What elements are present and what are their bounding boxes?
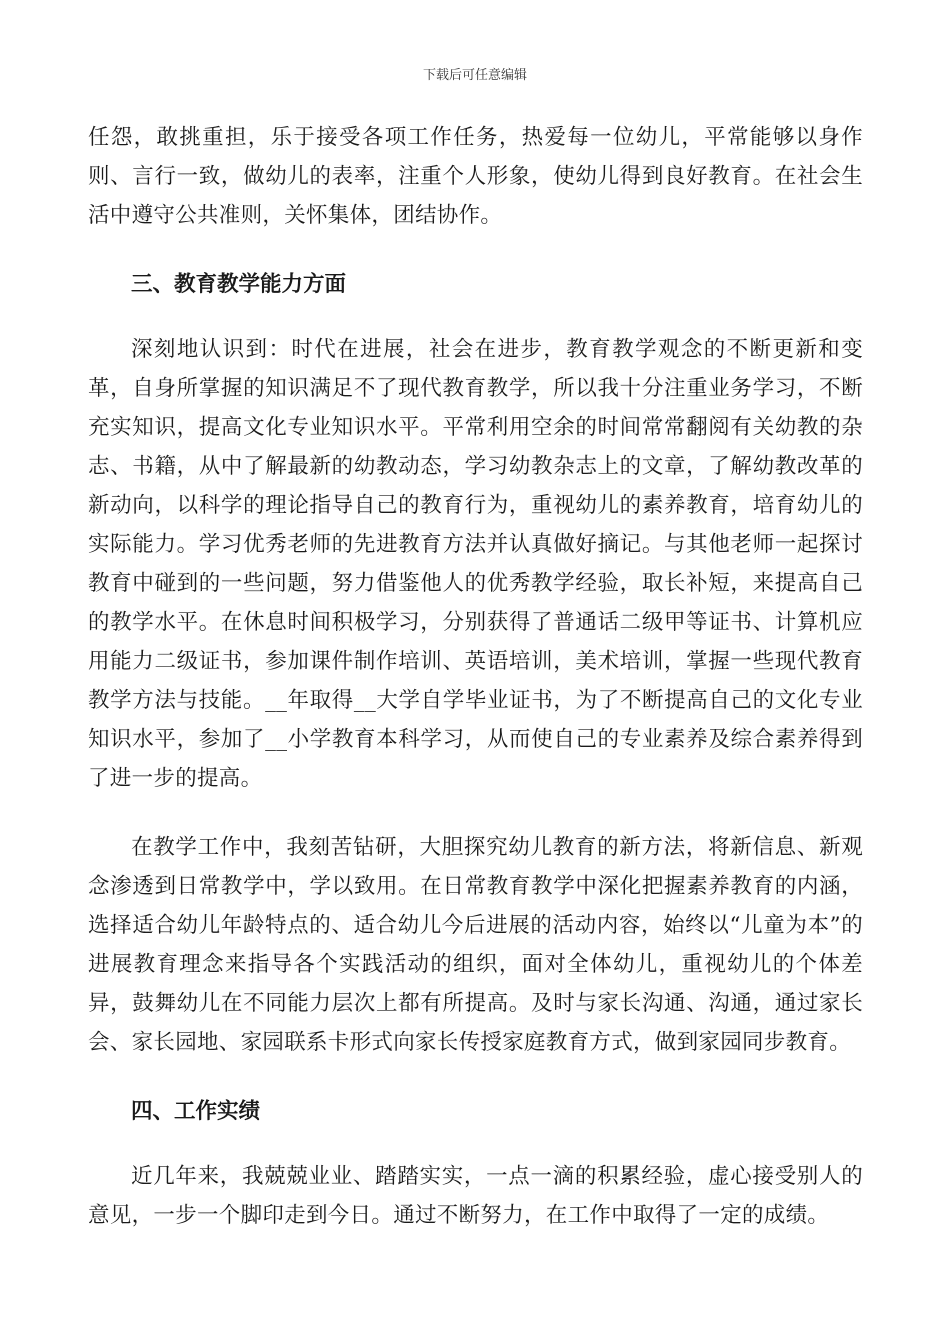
document-body: [88, 118, 863, 1235]
section-heading-4: 四、工作实绩: [131, 1099, 261, 1124]
paragraph-continued: 任怨，敢挑重担，乐于接受各项工作任务，热爱每一位幼儿，平常能够以身作则、言行一致，做幼儿的表率，注重个人形象，使幼儿得到良好教育。在社会生活中遵守公共准则，关怀集体，团结协作。: [88, 125, 863, 228]
page-header: 下载后可任意编辑: [422, 68, 527, 83]
paragraph-achievements: 近几年来，我兢兢业业、踏踏实实，一点一滴的积累经验，虚心接受别人的意见，一步一个脚印走到今日。通过不断努力，在工作中取得了一定的成绩。: [88, 1164, 863, 1228]
paragraph-teaching-ability: 深刻地认识到：时代在进展，社会在进步，教育教学观念的不断更新和变革，自身所掌握的知识满足不了现代教育教学，所以我十分注重业务学习，不断充实知识，提高文化专业知识水平。平常利用空余的时间常常翻阅有关幼教的杂志、书籍，从中了解最新的幼教动态，学习幼教杂志上的文章，了解幼教改革的新动向，以科学的理论指导自己的教育行为，重视幼儿的素养教育，培育幼儿的实际能力。学习优秀老师的先进教育方法并认真做好摘记。与其他老师一起探讨教育中碰到的一些问题，努力借鉴他人的优秀教学经验，取长补短，来提高自己的教学水平。在休息时间积极学习，分别获得了普通话二级甲等证书、计算机应用能力二级证书，参加课件制作培训、英语培训，美术培训，掌握一些现代教育教学方法与技能。__年取得__大学自学毕业证书，为了不断提高自己的文化专业知识水平，参加了__小学教育本科学习，从而使自己的专业素养及综合素养得到了进一步的提高。: [88, 337, 863, 791]
section-heading-3: 三、教育教学能力方面: [131, 272, 347, 297]
paragraph-teaching-work: 在教学工作中，我刻苦钻研，大胆探究幼儿教育的新方法，将新信息、新观念渗透到日常教学中，学以致用。在日常教育教学中深化把握素养教育的内涵，选择适合幼儿年龄特点的、适合幼儿今后进展的活动内容，始终以“儿童为本”的进展教育理念来指导各个实践活动的组织，面对全体幼儿，重视幼儿的个体差异，鼓舞幼儿在不同能力层次上都有所提高。及时与家长沟通、沟通，通过家长会、家长园地、家园联系卡形式向家长传授家庭教育方式，做到家园同步教育。: [88, 835, 863, 1055]
